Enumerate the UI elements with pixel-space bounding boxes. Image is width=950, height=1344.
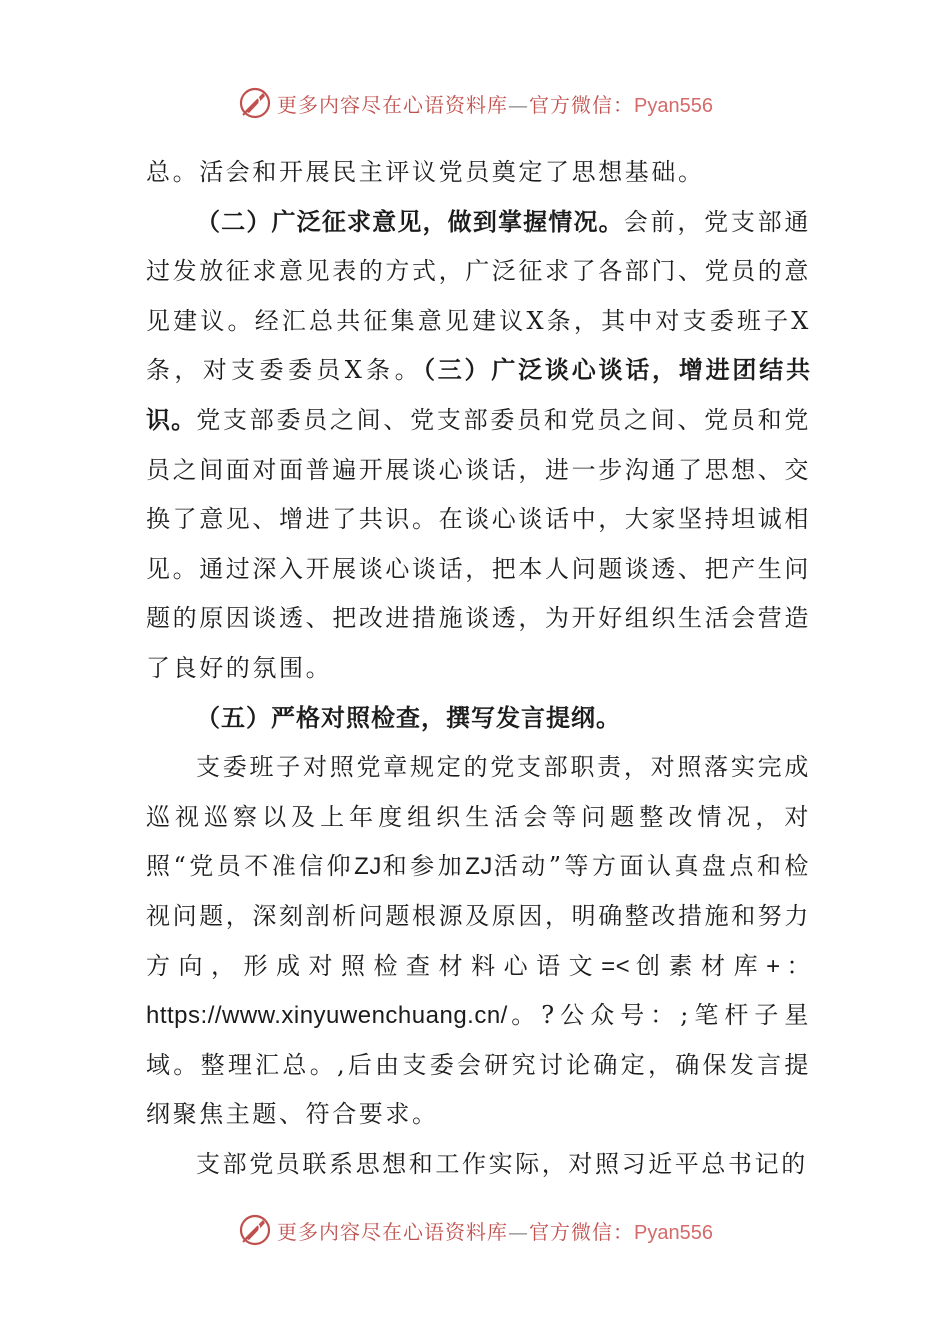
document-body [146,148,811,1189]
paragraph: （二）广泛征求意见，做到掌握情况。会前，党支部通过发放征求意见表的方式，广泛征求了各部门、党员的意见建议。经汇总共征集意见建议X条，其中对支委班子X条，对支委委员X条。（三）广泛谈心谈话，增进团结共识。党支部委员之间、党支部委员和党员之间、党员和党员之间面对面普遍开展谈心谈话，进一步沟通了思想、交换了意见、增进了共识。在谈心谈话中，大家坚持坦诚相见。通过深入开展谈心谈话，把本人问题谈透、把产生问题的原因谈透、把改进措施谈透，为开好组织生活会营造了良好的氛围。 [146,207,812,682]
quill-seal-icon [237,1212,273,1248]
paragraph: 支委班子对照党章规定的党支部职责，对照落实完成巡视巡察以及上年度组织生活会等问题整改情况，对照“党员不准信仰ZJ和参加ZJ活动”等方面认真盘点和检视问题，深刻剖析问题根源及原因，明确整改措施和努力方向，形成对照检查材料心语文=<创素材库+：https://www.xinyuwenchuang.cn/。?公众号：;笔杆子星域。整理汇总。,后由支委会研究讨论确定，确保发言提纲聚焦主题、符合要求。 [146,753,812,1129]
header-watermark [0,83,950,123]
section-heading: （二）广泛征求意见，做到掌握情况。 [196,207,624,236]
watermark-text: 更多内容尽在心语资料库—官方微信：Pyan556 [277,92,713,117]
footer-watermark [0,1210,950,1250]
paragraph: 支部党员联系思想和工作实际，对照习近平总书记的 [196,1149,808,1178]
section-heading: （五）严格对照检查，撰写发言提纲。 [196,703,621,732]
section-heading: （三）广泛谈心谈话，增进团结共识。 [146,356,811,434]
watermark-text: 更多内容尽在心语资料库—官方微信：Pyan556 [277,1219,713,1244]
paragraph: 总。活会和开展民主评议党员奠定了思想基础。 [146,158,705,186]
quill-seal-icon [237,85,273,121]
